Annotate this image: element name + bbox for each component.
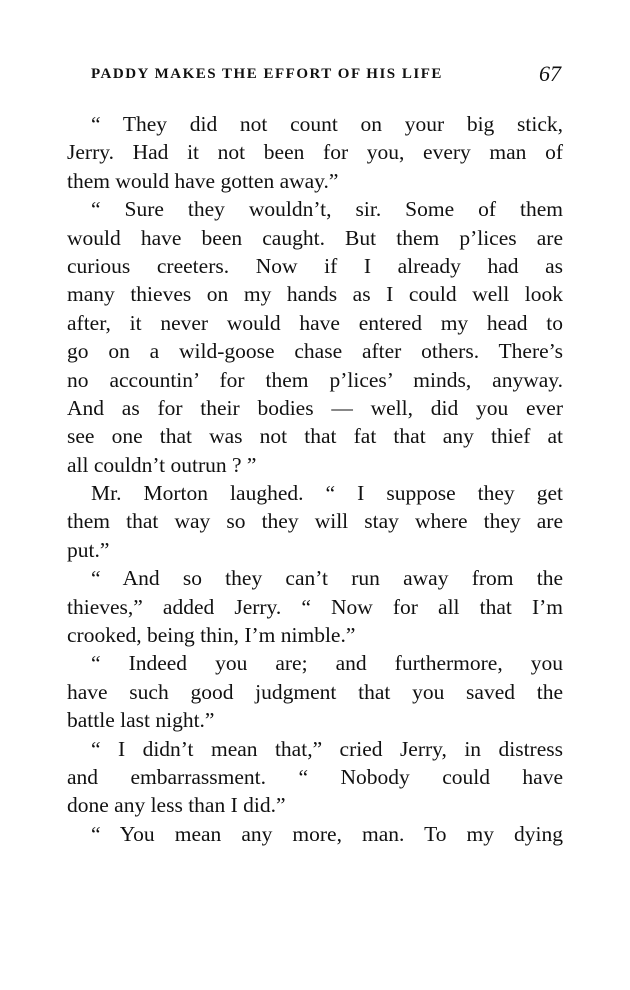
text-line: thieves,” added Jerry. “ Now for all that I’m [67, 594, 563, 619]
text-line: Jerry. Had it not been for you, every man of [67, 140, 563, 165]
text-line: curious creeters. Now if I already had as [67, 253, 563, 278]
text-line: “ You mean any more, man. To my dying [91, 821, 563, 846]
body-text [67, 110, 563, 848]
text-line: put.” [67, 537, 110, 562]
text-line: no accountin’ for them p’lices’ minds, anyway. [67, 367, 563, 392]
text-line: after, it never would have entered my head to [67, 310, 563, 335]
page-number: 67 [539, 61, 561, 86]
text-line: would have been caught. But them p’lices are [67, 225, 563, 250]
text-line: “ I didn’t mean that,” cried Jerry, in distress [91, 736, 563, 761]
chapter-title: PADDY MAKES THE EFFORT OF HIS LIFE [91, 66, 443, 82]
text-line: done any less than I did.” [67, 793, 286, 818]
text-line: Mr. Morton laughed. “ I suppose they get [91, 481, 563, 506]
text-line: “ And so they can’t run away from the [91, 566, 563, 591]
text-line: go on a wild-goose chase after others. There’s [67, 339, 563, 364]
text-line: And as for their bodies — well, did you ever [67, 395, 563, 420]
text-line: them would have gotten away.” [67, 168, 339, 193]
text-line: see one that was not that fat that any thief at [67, 424, 563, 449]
text-line: crooked, being thin, I’m nimble.” [67, 623, 356, 648]
text-line: them that way so they will stay where they are [67, 509, 563, 534]
text-line: many thieves on my hands as I could well look [67, 282, 563, 307]
text-line: “ They did not count on your big stick, [91, 112, 563, 136]
text-line: “ Sure they wouldn’t, sir. Some of them [91, 197, 563, 222]
text-line: battle last night.” [67, 708, 215, 733]
text-line: and embarrassment. “ Nobody could have [67, 764, 563, 789]
text-line: have such good judgment that you saved the [67, 679, 563, 704]
text-line: all couldn’t outrun ? ” [67, 452, 257, 477]
text-line: “ Indeed you are; and furthermore, you [91, 651, 563, 676]
running-head [91, 61, 561, 87]
